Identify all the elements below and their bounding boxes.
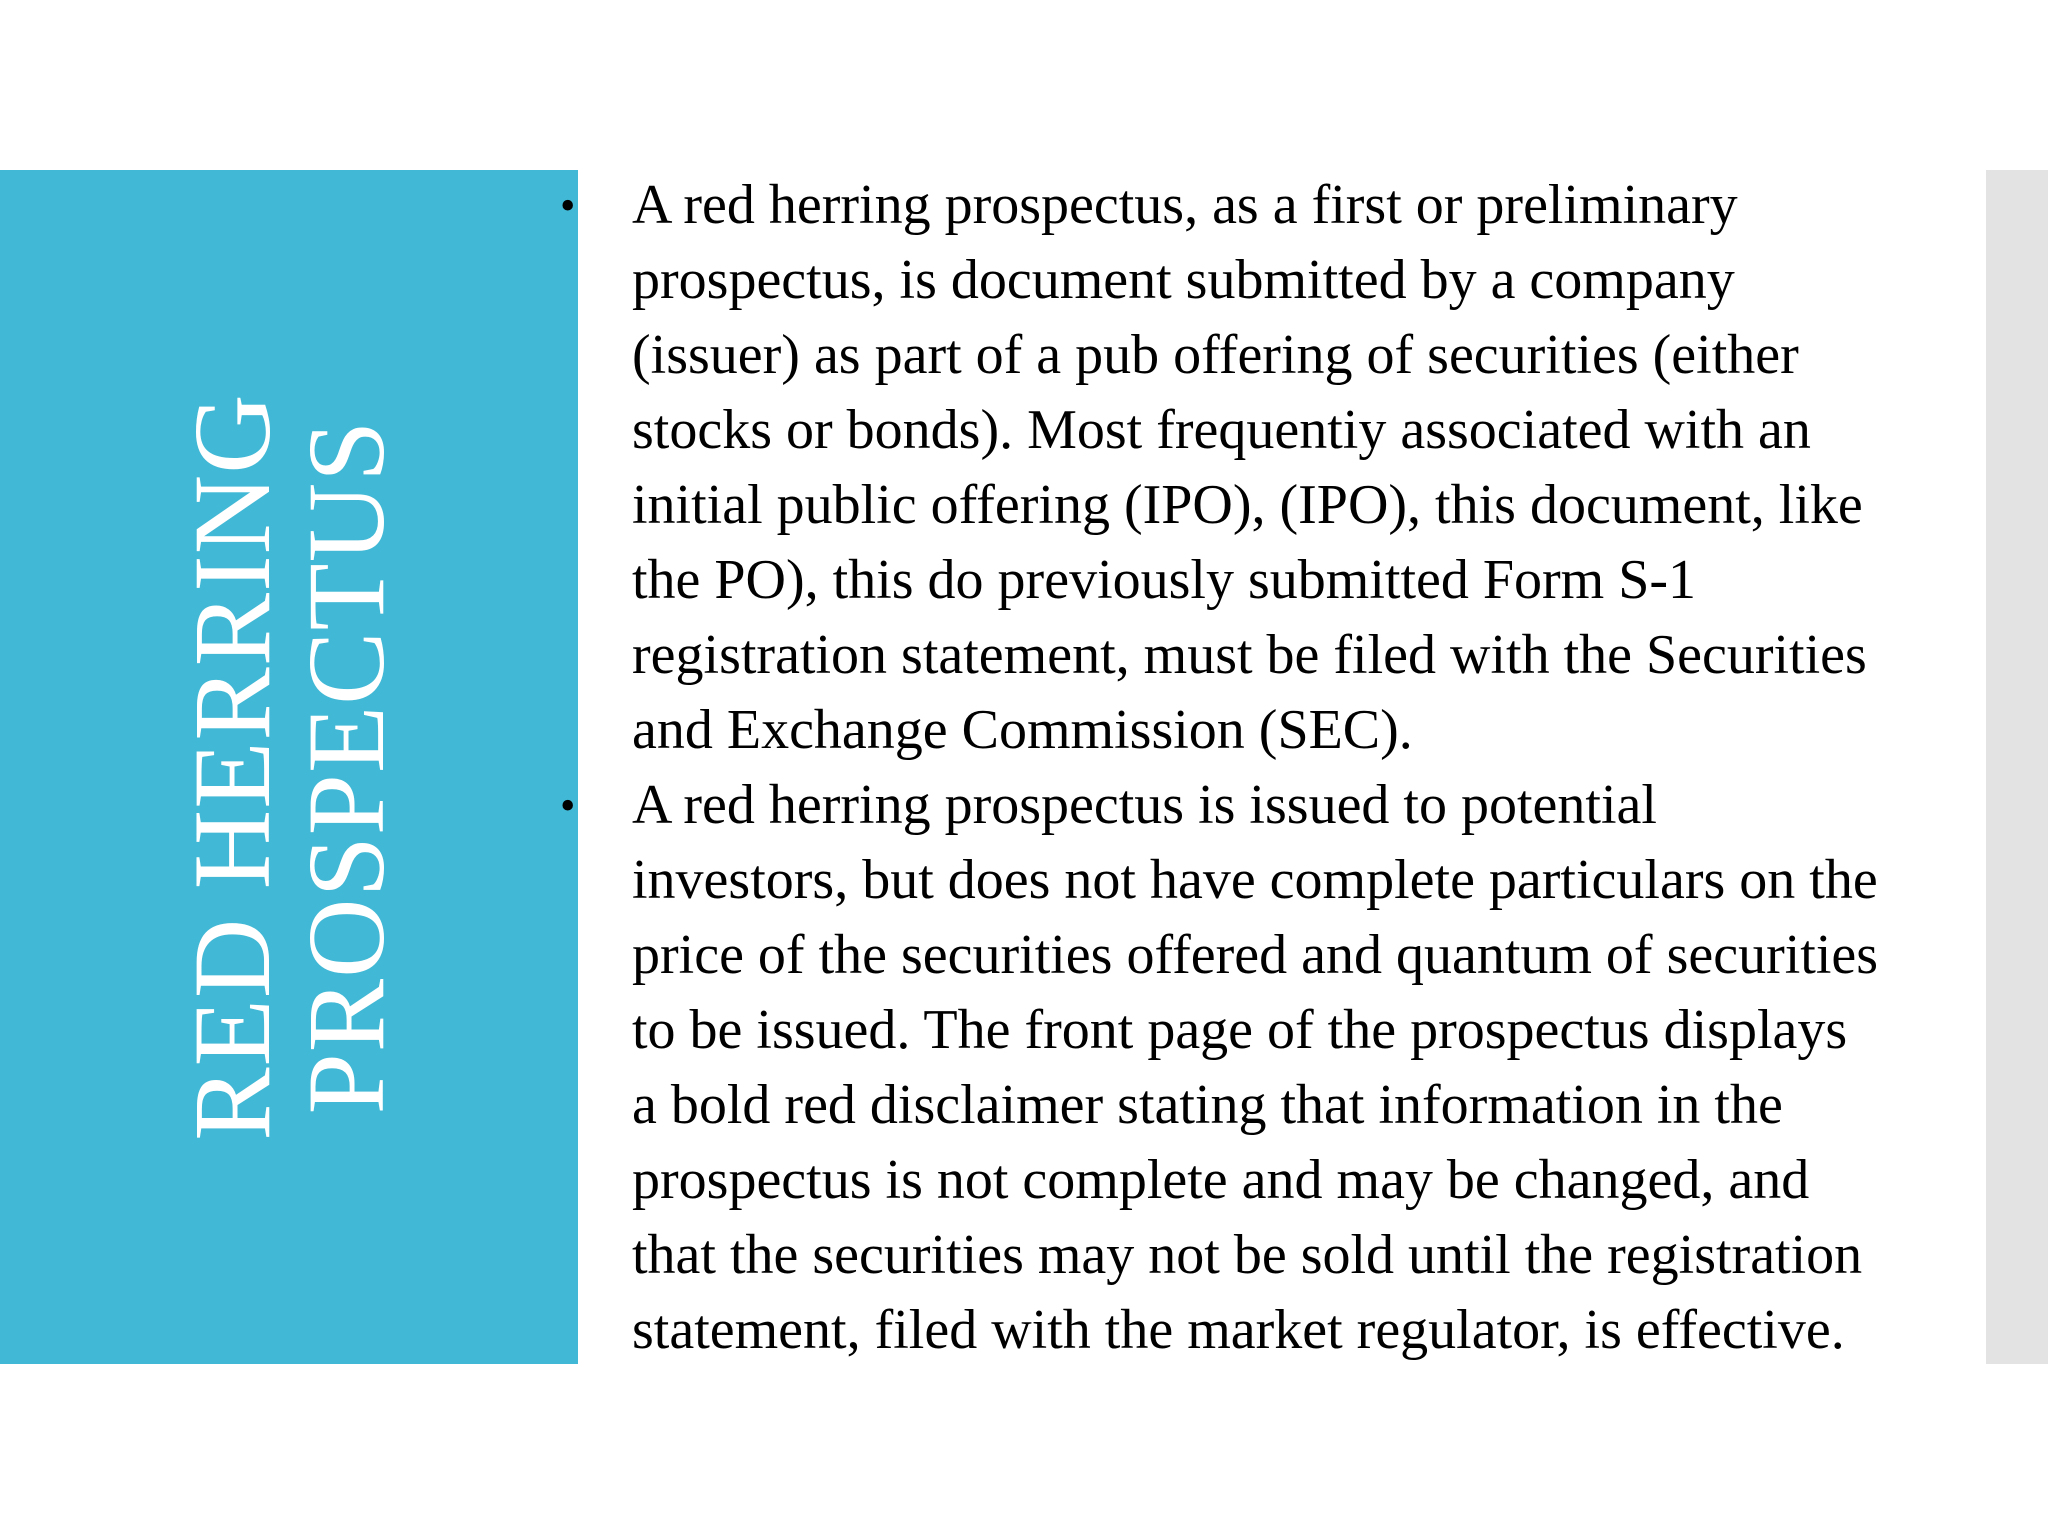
bullet-item-2: [560, 768, 2030, 1368]
bullet-1-line-7: registration statement, must be filed with the Securities: [632, 624, 1867, 686]
bullet-1-line-1: A red herring prospectus, as a first or preliminary: [632, 174, 1738, 236]
bullet-icon: •: [560, 181, 576, 230]
bullet-1-line-5: initial public offering (IPO), (IPO), this document, like: [632, 474, 1863, 536]
bullet-1-line-6: the PO), this do previously submitted Form S-1: [632, 549, 1696, 611]
slide-title-line-1: RED HERRING: [171, 393, 293, 1141]
bullet-icon: •: [560, 781, 576, 830]
bullet-1-line-2: prospectus, is document submitted by a company: [632, 249, 1735, 311]
bullet-2-line-7: that the securities may not be sold until the registration: [632, 1224, 1863, 1286]
bullet-1-line-8: and Exchange Commission (SEC).: [632, 699, 1413, 761]
bullet-item-1: [560, 168, 2030, 768]
bullet-2-line-5: a bold red disclaimer stating that information in the: [632, 1074, 1783, 1136]
bullet-2-line-4: to be issued. The front page of the prospectus displays: [632, 999, 1848, 1061]
slide-title: [171, 393, 407, 1141]
slide-title-line-2: PROSPECTUS: [285, 419, 407, 1115]
bullet-1-line-4: stocks or bonds). Most frequentiy associated with an: [632, 399, 1811, 461]
bullet-2-line-2: investors, but does not have complete particulars on the: [632, 849, 1878, 911]
bullet-2-line-3: price of the securities offered and quantum of securities: [632, 924, 1879, 986]
bullet-1-line-3: (issuer) as part of a pub offering of securities (either: [632, 324, 1799, 386]
bullet-2-line-6: prospectus is not complete and may be changed, and: [632, 1149, 1810, 1211]
title-panel: [0, 170, 578, 1364]
bullet-2-line-1: A red herring prospectus is issued to potential: [632, 774, 1657, 836]
bullet-2-line-8: statement, filed with the market regulator, is effective.: [632, 1299, 1845, 1361]
bullet-list: [560, 168, 2030, 1368]
